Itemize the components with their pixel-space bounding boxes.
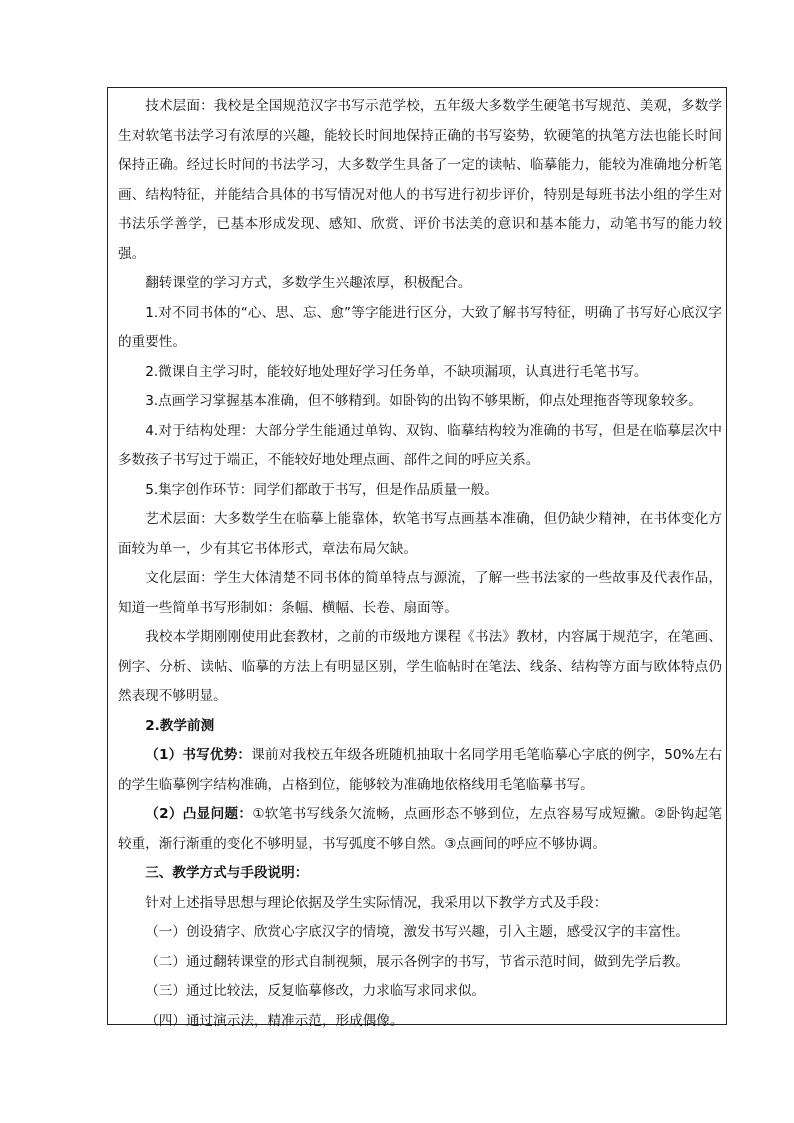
list-item-3: 3.点画学习掌握基本准确，但不够精到。如卧钩的出钩不够果断，仰点处理拖沓等现象较多。 (145, 393, 702, 409)
paragraph-methods-intro: 针对上述指导思想与理论依据及学生实际情况，我采用以下教学方式及手段： (145, 894, 608, 911)
method-item-1: （一）创设猜字、欣赏心字底汉字的情境，激发书写兴趣，引入主题，感受汉字的丰富性。 (145, 924, 689, 940)
method-item-4: （四）通过演示法，精准示范，形成偶像。 (145, 1012, 404, 1029)
document-body (118, 92, 722, 1036)
method-item-3: （三）通过比较法，反复临摹修改，力求临写求同求似。 (145, 983, 486, 999)
text-writing-advantage: 课前对我校五年级各班随机抽取十名同学用毛笔临摹心字底的例字，50%左右的学生临摹例字结构准确，占格到位，能够较为准确地依格线用毛笔临摹书写。 (118, 747, 722, 793)
paragraph-culture-level: 文化层面：学生大体清楚不同书体的简单特点与源流，了解一些书法家的一些故事及代表作品，知道一些简单书写形制如：条幅、横幅、长卷、扇面等。 (118, 570, 722, 616)
label-writing-advantage: （1）书写优势： (145, 747, 252, 763)
paragraph-prominent-problems (118, 800, 722, 859)
list-item-2: 2.微课自主学习时，能较好地处理好学习任务单，不缺项漏项，认真进行毛笔书写。 (145, 363, 648, 380)
paragraph-technical-level: 技术层面：我校是全国规范汉字书写示范学校，五年级大多数学生硬笔书写规范、美观，多数学生对软笔书法学习有浓厚的兴趣，能较长时间地保持正确的书写姿势，软硬笔的执笔方法也能长时间保持正确。经过长时间的书法学习，大多数学生具备了一定的读帖、临摹能力，能较为准确地分析笔画、结构特征，并能结合具体的书写情况对他人的书写进行初步评价，特别是每班书法小组的学生对书法乐学善学，已基本形成发现、感知、欣赏、评价书法美的意识和基本能力，动笔书写的能力较强。 (118, 98, 722, 262)
label-prominent-problems: （2）凸显问题： (145, 806, 253, 822)
list-item-5: 5.集字创作环节：同学们都敢于书写，但是作品质量一般。 (145, 481, 498, 498)
list-item-4: 4.对于结构处理：大部分学生能通过单钩、双钩、临摹结构较为准确的书写，但是在临摹层次中多数孩子书写过于端正，不能较好地处理点画、部件之间的呼应关系。 (118, 422, 722, 468)
text-prominent-problems: ①软笔书写线条欠流畅，点画形态不够到位，左点容易写成短撇。②卧钩起笔较重，渐行渐重的变化不够明显，书写弧度不够自然。③点画间的呼应不够协调。 (118, 806, 722, 852)
heading-teaching-methods: 三、教学方式与手段说明： (145, 865, 309, 881)
paragraph-textbook: 我校本学期刚刚使用此套教材，之前的市级地方课程《书法》教材，内容属于规范字，在笔画、例字、分析、读帖、临摹的方法上有明显区别，学生临帖时在笔法、线条、结构等方面与欧体特点仍然表现不够明显。 (118, 629, 722, 704)
paragraph-art-level: 艺术层面：大多数学生在临摹上能靠体，软笔书写点画基本准确，但仍缺少精神，在书体变化方面较为单一，少有其它书体形式，章法布局欠缺。 (118, 511, 722, 557)
list-item-1: 1.对不同书体的“心、思、忘、愈”等字能进行区分，大致了解书写特征，明确了书写好心底汉字的重要性。 (118, 304, 722, 350)
paragraph-flipped-classroom: 翻转课堂的学习方式，多数学生兴趣浓厚，积极配合。 (145, 275, 472, 291)
method-item-2: （二）通过翻转课堂的形式自制视频，展示各例字的书写，节省示范时间，做到先学后教。 (145, 953, 689, 970)
paragraph-writing-advantage (118, 741, 722, 800)
heading-pretest: 2.教学前测 (145, 717, 215, 734)
